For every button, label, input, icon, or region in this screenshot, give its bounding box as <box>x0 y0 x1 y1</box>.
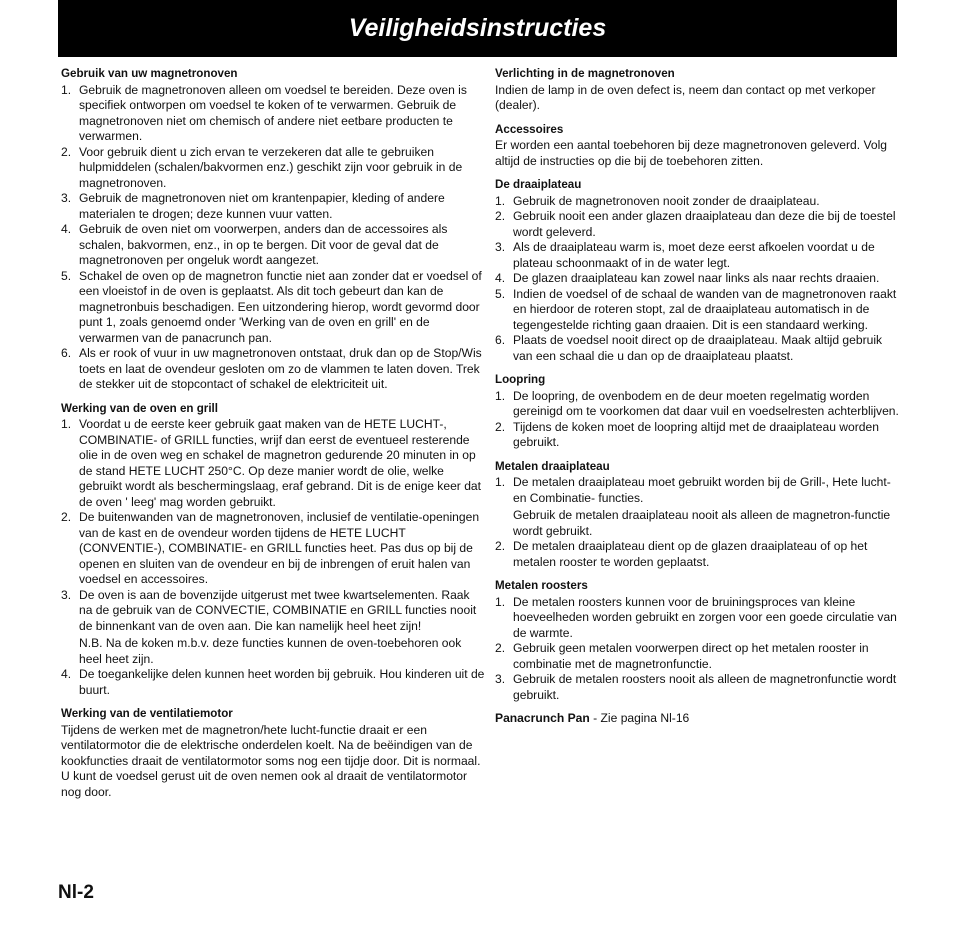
list-item-text: De buitenwanden van de magnetronoven, inclusief de ventilatie-openingen van de kast en de ovendeur worden tijdens de HETE LUCHT (CONVENTIE-), COMBINATIE- en GRILL functies heet. Pas dus op bij de openen en sluiten van de ovendeur en bij de inbrengen of eruit halen van voedsel en accessoires. <box>79 510 480 586</box>
section-heading: Metalen draaiplateau <box>495 459 610 473</box>
list-item-number: 4. <box>61 222 72 236</box>
list-item-number: 4. <box>61 667 72 681</box>
section-verlichting-in-de-magnetronoven <box>495 66 901 114</box>
list-item-number: 4. <box>495 271 506 285</box>
list-item-text: De glazen draaiplateau kan zowel naar links als naar rechts draaien. <box>513 271 880 285</box>
list-item-number: 5. <box>61 268 72 283</box>
list-item <box>495 475 901 539</box>
list-item-text: Als er rook of vuur in uw magnetronoven ontstaat, druk dan op de Stop/Wis toets en laat de ovendeur gesloten om zo de vlammen te laten doven. Trek de stekker uit de stopcontact of schakel de elektriciteit uit. <box>79 346 482 391</box>
list-item <box>61 145 485 192</box>
list-item <box>61 346 485 393</box>
list-item-text: Gebruik de magnetronoven alleen om voedsel te bereiden. Deze oven is specifiek ontworpen om voedsel te koken of te verwarmen. Gebruik de magnetronoven niet om chemisch of andere niet eetbare producten te verwarmen. <box>79 82 467 143</box>
list-item-text: Gebruik de metalen roosters nooit als alleen de magnetronfunctie wordt gebruikt. <box>513 672 897 702</box>
instruction-list <box>495 389 901 451</box>
list-item <box>495 539 901 570</box>
list-item <box>495 672 901 703</box>
list-item-text: De oven is aan de bovenzijde uitgerust met twee kwartselementen. Raak na de gebruik van de CONVECTIE, COMBINATIE en GRILL functies nooit de binnenkant van de oven aan. Die kan namelijk heel heet zijn! <box>79 587 477 633</box>
list-item-number: 2. <box>61 144 72 159</box>
list-item-number: 2. <box>495 419 506 434</box>
section-werking-van-de-ventilatiemotor <box>61 706 485 800</box>
section-heading: Werking van de oven en grill <box>61 401 218 415</box>
list-item-text: Gebruik nooit een ander glazen draaiplateau dan deze die bij de toestel wordt geleverd. <box>513 209 896 239</box>
list-item-text: Voordat u de eerste keer gebruik gaat maken van de HETE LUCHT-, COMBINATIE- of GRILL functies, wrijf dan eerst de eventueel resterende olie in de oven weg en schakel de magnetron gedurende 20 minuten in op de stand HETE LUCHT 250°C. Op deze manier wordt de olie, welke gebruikt wordt als beschermingslaag, eraf gebrand. Dit is de enige keer dat de oven ' leeg' mag worden gebruikt. <box>79 417 482 509</box>
list-item-text: Als de draaiplateau warm is, moet deze eerst afkoelen voordat u de plateau schoonmaakt of in de water legt. <box>513 240 875 270</box>
list-item <box>61 269 485 347</box>
list-item-number: 1. <box>495 388 506 403</box>
section-heading: Verlichting in de magnetronoven <box>495 67 675 80</box>
list-item <box>495 420 901 451</box>
list-item-text: De metalen roosters kunnen voor de bruiningsproces van kleine hoeveelheden worden gebruikt en zorgen voor een goede circulatie van de warmte. <box>513 594 897 640</box>
list-item-number: 1. <box>495 594 506 609</box>
section-heading: Werking van de ventilatiemotor <box>61 707 233 720</box>
instruction-list <box>495 475 901 570</box>
list-item <box>495 641 901 672</box>
section-werking-van-de-oven-en-grill <box>61 401 485 699</box>
list-item-number: 3. <box>61 191 72 205</box>
list-item <box>61 417 485 510</box>
list-item-text: Tijdens de koken moet de loopring altijd met de draaiplateau worden gebruikt. <box>513 419 879 449</box>
section-paragraph: Indien de lamp in de oven defect is, neem dan contact op met verkoper (dealer). <box>495 82 876 112</box>
title-bar <box>58 0 897 57</box>
list-item <box>61 222 485 269</box>
section-heading: Loopring <box>495 373 546 386</box>
page-title: Veiligheidsinstructies <box>348 14 607 42</box>
list-item <box>61 191 485 222</box>
section-accessoires <box>495 122 901 170</box>
list-item <box>495 271 901 287</box>
left-column <box>61 66 485 808</box>
panacrunch-page-ref: - Zie pagina Nl-16 <box>589 711 690 725</box>
list-item-text: Schakel de oven op de magnetron functie niet aan zonder dat er voedsel of een vloeistof in de oven is geplaatst. Als dit toch gebeurt dan kan de magnetronbuis beschadigen. Een uitzondering hierop, wordt gevormd door punt 1, zoals genoemd onder 'Werking van de oven en grill' en de verwarmen van de panacrunch pan. <box>79 268 482 345</box>
list-item-number: 5. <box>495 286 506 301</box>
list-item-text: Gebruik geen metalen voorwerpen direct op het metalen rooster in combinatie met de magnetronfunctie. <box>513 641 869 671</box>
list-item-number: 1. <box>495 193 506 208</box>
list-item <box>495 209 901 240</box>
list-item-number: 3. <box>61 587 72 602</box>
panacrunch-label: Panacrunch Pan <box>495 711 590 725</box>
panacrunch-reference <box>495 711 901 727</box>
section-paragraph: Tijdens de werken met de magnetron/hete lucht-functie draait er een ventilatormotor die de elektrische onderdelen koelt. Na de beëindigen van de kookfuncties draait de ventilatormotor soms nog een tijdje door. Dit is normaal. U kunt de voedsel gerust uit de oven nemen ook al draait de ventilatormotor nog door. <box>61 722 481 799</box>
section-metalen-roosters <box>495 578 901 703</box>
list-item-number: 6. <box>61 346 72 360</box>
section-heading: Metalen roosters <box>495 579 588 592</box>
section-heading: Gebruik van uw magnetronoven <box>61 67 238 80</box>
list-item <box>61 588 485 668</box>
section-loopring <box>495 372 901 451</box>
list-item-number: 6. <box>495 333 506 347</box>
list-item-number: 1. <box>61 417 72 431</box>
instruction-list <box>61 417 485 698</box>
list-item-text: De loopring, de ovenbodem en de deur moeten regelmatig worden gereinigd om te voorkomen dat daar vuil en voedselresten achterblijven. <box>513 388 899 418</box>
section-de-draaiplateau <box>495 177 901 364</box>
list-item-text: De metalen draaiplateau dient op de glazen draaiplateau of op het metalen rooster te worden geplaatst. <box>513 539 868 569</box>
list-item <box>61 510 485 588</box>
section-gebruik-van-uw-magnetronoven <box>61 66 485 393</box>
instruction-list <box>495 194 901 365</box>
list-item <box>495 287 901 334</box>
section-heading: De draaiplateau <box>495 178 582 191</box>
list-item-text: De metalen draaiplateau moet gebruikt worden bij de Grill-, Hete lucht- en Combinatie- functies. <box>513 475 891 505</box>
list-item <box>495 333 901 364</box>
list-item-number: 1. <box>61 82 72 97</box>
section-metalen-draaiplateau <box>495 459 901 571</box>
list-item <box>61 83 485 145</box>
list-item-number: 1. <box>495 475 506 489</box>
list-item-text: Voor gebruik dient u zich ervan te verzekeren dat alle te gebruiken hulpmiddelen (schalen/bakvormen enz.) geschikt zijn voor gebruik in de magnetronoven. <box>79 144 463 190</box>
section-paragraph: Er worden een aantal toebehoren bij deze magnetronoven geleverd. Volg altijd de instructies op die bij de toebehoren zitten. <box>495 138 887 168</box>
list-item-number: 2. <box>495 539 506 553</box>
list-item-number: 3. <box>495 672 506 686</box>
list-item <box>495 389 901 420</box>
section-heading: Accessoires <box>495 122 564 136</box>
list-item-number: 3. <box>495 240 506 254</box>
instruction-list <box>495 595 901 704</box>
list-item-note: Gebruik de metalen draaiplateau nooit als alleen de magnetron-functie wordt gebruikt. <box>513 508 891 538</box>
page-number: Nl-2 <box>58 882 94 903</box>
list-item-text: Gebruik de magnetronoven nooit zonder de draaiplateau. <box>513 193 820 208</box>
list-item-number: 2. <box>61 510 72 524</box>
list-item-number: 2. <box>495 209 506 223</box>
list-item <box>495 194 901 210</box>
list-item <box>61 667 485 698</box>
list-item-text: Plaats de voedsel nooit direct op de draaiplateau. Maak altijd gebruik van een schaal die u dan op de draaiplateau plaatst. <box>513 333 883 363</box>
list-item <box>495 595 901 642</box>
list-item-text: De toegankelijke delen kunnen heet worden bij gebruik. Hou kinderen uit de buurt. <box>79 667 485 697</box>
list-item-text: Indien de voedsel of de schaal de wanden van de magnetronoven raakt en hierdoor de roteren stopt, zal de draaiplateau automatisch in de tegengestelde richting gaan draaien. Dit is een standaard werking. <box>513 286 897 332</box>
list-item-text: Gebruik de magnetronoven niet om krantenpapier, kleding of andere materialen te drogen; deze kunnen vuur vatten. <box>79 191 445 221</box>
right-column <box>495 66 901 727</box>
list-item-number: 2. <box>495 641 506 655</box>
list-item <box>495 240 901 271</box>
list-item-text: Gebruik de oven niet om voorwerpen, anders dan de accessoires als schalen, bakvormen, enz., in op te bergen. Dit voor de geval dat de magnetronoven per ongeluk wordt aangezet. <box>79 222 448 267</box>
instruction-list <box>61 83 485 393</box>
list-item-note: N.B. Na de koken m.b.v. deze functies kunnen de oven-toebehoren ook heel heet zijn. <box>79 636 462 666</box>
